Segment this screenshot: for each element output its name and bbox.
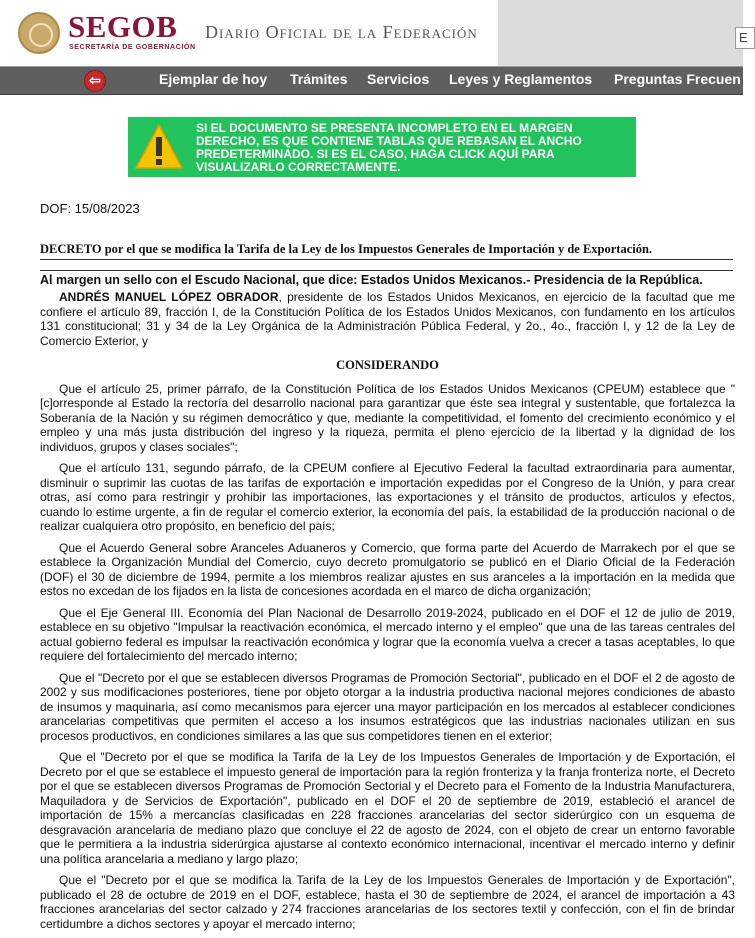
president-name: ANDRÉS MANUEL LÓPEZ OBRADOR [59, 290, 279, 304]
banner-message[interactable]: SI EL DOCUMENTO SE PRESENTA INCOMPLETO EN EL MARGEN DERECHO, ES QUE CONTIENE TABLAS QUE REBASAN EL ANCHO PREDETERMINADO. SI ES EL CASO, HAGA CLICK AQUÍ PARA VISUALIZARLO CORRECTAMENTE. [196, 121, 582, 174]
segob-logo-subtitle: SECRETARÍA DE GOBERNACIÓN [69, 44, 196, 51]
paragraph: Que el Acuerdo General sobre Aranceles Aduaneros y Comercio, que forma parte del Acuerdo de Marrakech por el que se establece la Organización Mundial del Comercio, cuyo decreto promulgatorio se publicó en el Diario Oficial de la Federación (DOF) el 30 de diciembre de 1994, permite a los miembros realizar ajustes en sus aranceles a la importación en la medida que estos no excedan de los fijados en la lista de concesiones acordada en el marco de dicha organización; [40, 540, 735, 598]
search-input[interactable]: E [735, 27, 755, 49]
paragraph: Que el "Decreto por el que se modifica la Tarifa de la Ley de los Impuestos Generales de Importación y de Exportación, el Decreto por el que se establece el impuesto general de importación para la región fronteriza y la franja fronteriza norte, el Decreto por el que se establecen diversos Programas de Promoción Sectorial y el Decreto para el Fomento de la Industria Manufacturera, Maquiladora y de Servicios de Exportación", publicado en el DOF el 20 de septiembre de 2019, estableció el arancel de importación de 15% a mercancías clasificadas en 228 fracciones arancelarias del sector siderúrgico con un esquema de desgravación arancelaria de mediano plazo que concluye el 22 de agosto de 2024, con el objeto de crear un entorno favorable que le permitiera a la industria siderúrgica ajustarse al contexto económico internacional, incentivar el mercado interno y definir una política arancelaria a mediano y largo plazo; [40, 750, 735, 866]
publication-date: DOF: 15/08/2023 [40, 201, 140, 216]
margin-note: Al margen un sello con el Escudo Nacional, que dice: Estados Unidos Mexicanos.- Presidencia de la República. [40, 270, 733, 287]
nav-preguntas-frecuentes[interactable]: Preguntas Frecuen [614, 71, 741, 87]
paragraph: Que el artículo 25, primer párrafo, de la Constitución Política de los Estados Unidos Mexicanos (CPEUM) establece que "[c]orresponde al Estado la rectoría del desarrollo nacional para garantizar que éste sea integral y sustentable, que fortalezca la Soberanía de la Nación y su régimen democrático y que, mediante la competitividad, el fomento del crecimiento económico y el empleo y una más justa distribución del ingreso y la riqueza, permita el pleno ejercicio de la libertad y la dignidad de los individuos, grupos y clases sociales"; [40, 381, 735, 454]
nav-tramites[interactable]: Trámites [290, 71, 348, 87]
main-navbar [0, 66, 743, 95]
nav-servicios[interactable]: Servicios [367, 71, 430, 87]
paragraph: Que el Eje General III. Economía del Plan Nacional de Desarrollo 2019-2024, publicado en el DOF el 12 de julio de 2019, establece en su objetivo "Impulsar la reactivación económica, el mercado interno y el empleo" que una de las tareas centrales del actual gobierno federal es impulsar la reactivación económica y lograr que la economía vuelva a crecer a tasas aceptables, lo que requiere del fortalecimiento del mercado interno; [40, 605, 735, 663]
paragraph: Que el artículo 131, segundo párrafo, de la CPEUM confiere al Ejecutivo Federal la facultad extraordinaria para aumentar, disminuir o suprimir las cuotas de las tarifas de exportación e importación expedidas por el Congreso de la Unión, y para crear otras, así como para restringir y prohibir las importaciones, las exportaciones y el tránsito de productos, artículos y efectos, cuando lo estime urgente, a fin de regular el comercio exterior, la economía del país, la estabilidad de la producción nacional o de realizar cualquiera otro propósito, en beneficio del país; [40, 461, 735, 533]
paragraph: Que el "Decreto por el que se establecen diversos Programas de Promoción Sectorial", publicado en el DOF el 2 de agosto de 2002 y sus modificaciones posteriores, tiene por objeto otorgar a la industria productiva nacional mejores condiciones de abasto de insumos y maquinaria, así como mecanismos para ejercer una mayor participación en los mercados al establecer condiciones arancelarias competitivas que permiten el acceso a los insumos estratégicos que las industrias nacionales utilizan en sus procesos productivos, en condiciones similares a las que sus competidores tienen en el exterior; [40, 670, 735, 743]
incomplete-document-banner[interactable] [128, 117, 636, 177]
intro-text: , presidente de los Estados Unidos Mexicanos, en ejercicio de la facultad que me confiere el artículo 89, fracción I, de la Constitución Política de los Estados Unidos Mexicanos, con fundamento en los artículos 131 constitucional; 31 y 34 de la Ley Orgánica de la Administración Pública Federal, y 2o., 4o., fracción I, y 12 de la Ley de Comercio Exterior, y [40, 290, 735, 348]
nav-ejemplar-de-hoy[interactable]: Ejemplar de hoy [159, 71, 268, 87]
national-seal-icon [18, 12, 60, 54]
back-arrow-icon[interactable]: ⇦ [84, 70, 106, 92]
segob-logo-text[interactable]: SEGOB [68, 9, 178, 44]
considerando-heading: CONSIDERANDO [336, 358, 439, 372]
site-title[interactable]: Diario Oficial de la Federación [205, 22, 478, 42]
site-header [0, 0, 748, 66]
warning-triangle-icon [134, 123, 184, 171]
document-body [40, 290, 735, 938]
intro-paragraph [40, 290, 735, 348]
paragraph: Que el "Decreto por el que se modifica la Tarifa de la Ley de los Impuestos Generales de Importación y de Exportación", publicado el 28 de octubre de 2019 en el DOF, establece, hasta el 30 de septiembre de 2024, el arancel de importación a 43 fracciones arancelarias del sector calzado y 274 fracciones arancelarias de los sectores textil y confección, con el fin de brindar certidumbre a dichos sectores y apoyar el mercado interno; [40, 873, 735, 931]
nav-leyes-y-reglamentos[interactable]: Leyes y Reglamentos [449, 71, 593, 87]
header-search-area [498, 0, 748, 66]
document-title: DECRETO por el que se modifica la Tarifa de la Ley de los Impuestos Generales de Importación y de Exportación. [40, 242, 733, 260]
